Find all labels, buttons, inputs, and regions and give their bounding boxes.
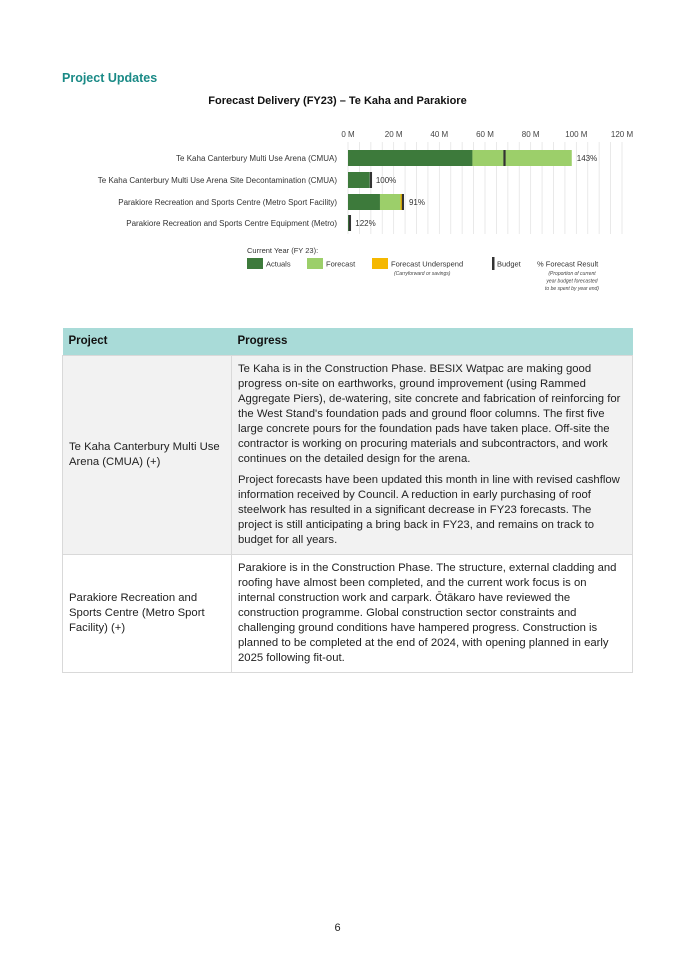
legend-swatch [372, 258, 388, 269]
progress-cell [232, 555, 633, 673]
bar-segment-actuals [348, 172, 370, 188]
progress-paragraph: Te Kaha is in the Construction Phase. BESIX Watpac are making good progress on-site on earthworks, ground improvement (using Rammed Aggregate Piers), de-watering, site concrete and fabrication of reinforcing for the West Stand's foundation pads and ground floor columns. The first five large concrete pours for the foundation pads have taken place. Off-site the contractor is working on procuring materials and subcontractors, and work continues on the detailed design for the arena. [238, 363, 621, 465]
category-label: Parakiore Recreation and Sports Centre Equipment (Metro) [126, 219, 337, 228]
project-name-cell: Te Kaha Canterbury Multi Use Arena (CMUA) (+) [63, 356, 232, 555]
bar-segment-actuals [348, 150, 472, 166]
chart-title: Forecast Delivery (FY23) – Te Kaha and Parakiore [208, 95, 467, 107]
table-header-row [63, 328, 633, 356]
legend-label: Forecast [326, 259, 356, 269]
budget-marker [402, 194, 404, 210]
budget-marker [503, 150, 505, 166]
x-tick-label: 60 M [476, 130, 494, 139]
legend-label: Forecast Underspend [391, 259, 464, 269]
percent-label: 143% [576, 154, 598, 163]
progress-paragraph: Parakiore is in the Construction Phase. The structure, external cladding and roofing have almost been completed, and the current work focus is on internal construction work and carpark. Ōtākaro have reviewed the construction programme. Global construction sector constraints and challenging ground conditions have hampered progress. Construction is planned to be completed at the end of 2024, with opening planned in early 2025 following fit-out. [238, 562, 617, 664]
legend-note: (Carryforward or savings) [394, 271, 451, 277]
bar-segment-forecast [380, 194, 401, 210]
legend-note: year budget forecasted [546, 278, 598, 285]
legend-label: Actuals [266, 259, 291, 269]
budget-marker [349, 215, 351, 231]
x-tick-label: 40 M [430, 130, 449, 139]
progress-table [62, 328, 633, 673]
legend-heading: Current Year (FY 23): [247, 246, 319, 255]
forecast-delivery-chart [0, 120, 675, 305]
x-tick-label: 100 M [565, 130, 588, 139]
x-tick-label: 80 M [521, 130, 540, 139]
legend-label: Budget [497, 259, 521, 269]
percent-label: 91% [408, 198, 425, 207]
legend-note: (Proportion of current [548, 271, 596, 277]
progress-paragraph: Project forecasts have been updated this month in line with revised cashflow information received by Council. A reduction in early purchasing of roof steelwork has resulted in a significant decrease in FY23 forecasts. The project is still anticipating a bring back in FY23, and remains on track to budget for all years. [238, 474, 620, 546]
x-tick-label: 20 M [384, 130, 403, 139]
column-header-project: Project [63, 328, 232, 356]
budget-marker [370, 172, 372, 188]
x-tick-label: 0 M [341, 130, 355, 139]
percent-label: 122% [355, 219, 376, 228]
table-row [63, 356, 633, 555]
table-row [63, 555, 633, 673]
category-label: Te Kaha Canterbury Multi Use Arena (CMUA) [176, 154, 337, 163]
legend-note: to be spent by year end) [545, 286, 599, 292]
page-number: 6 [334, 922, 341, 934]
legend-budget-marker [492, 257, 495, 270]
legend-label: % Forecast Result [537, 259, 599, 269]
percent-label: 100% [375, 176, 397, 185]
category-label: Te Kaha Canterbury Multi Use Arena Site Decontamination (CMUA) [97, 176, 337, 185]
project-name-cell: Parakiore Recreation and Sports Centre (Metro Sport Facility) (+) [63, 555, 232, 673]
x-tick-label: 120 M [610, 130, 634, 139]
bar-segment-actuals [348, 194, 380, 210]
category-label: Parakiore Recreation and Sports Centre (Metro Sport Facility) [118, 198, 337, 207]
section-heading: Project Updates [62, 71, 158, 85]
legend-swatch [307, 258, 323, 269]
progress-cell [232, 356, 633, 555]
column-header-progress: Progress [232, 328, 633, 356]
bar-segment-forecast [472, 150, 571, 166]
legend-swatch [247, 258, 263, 269]
